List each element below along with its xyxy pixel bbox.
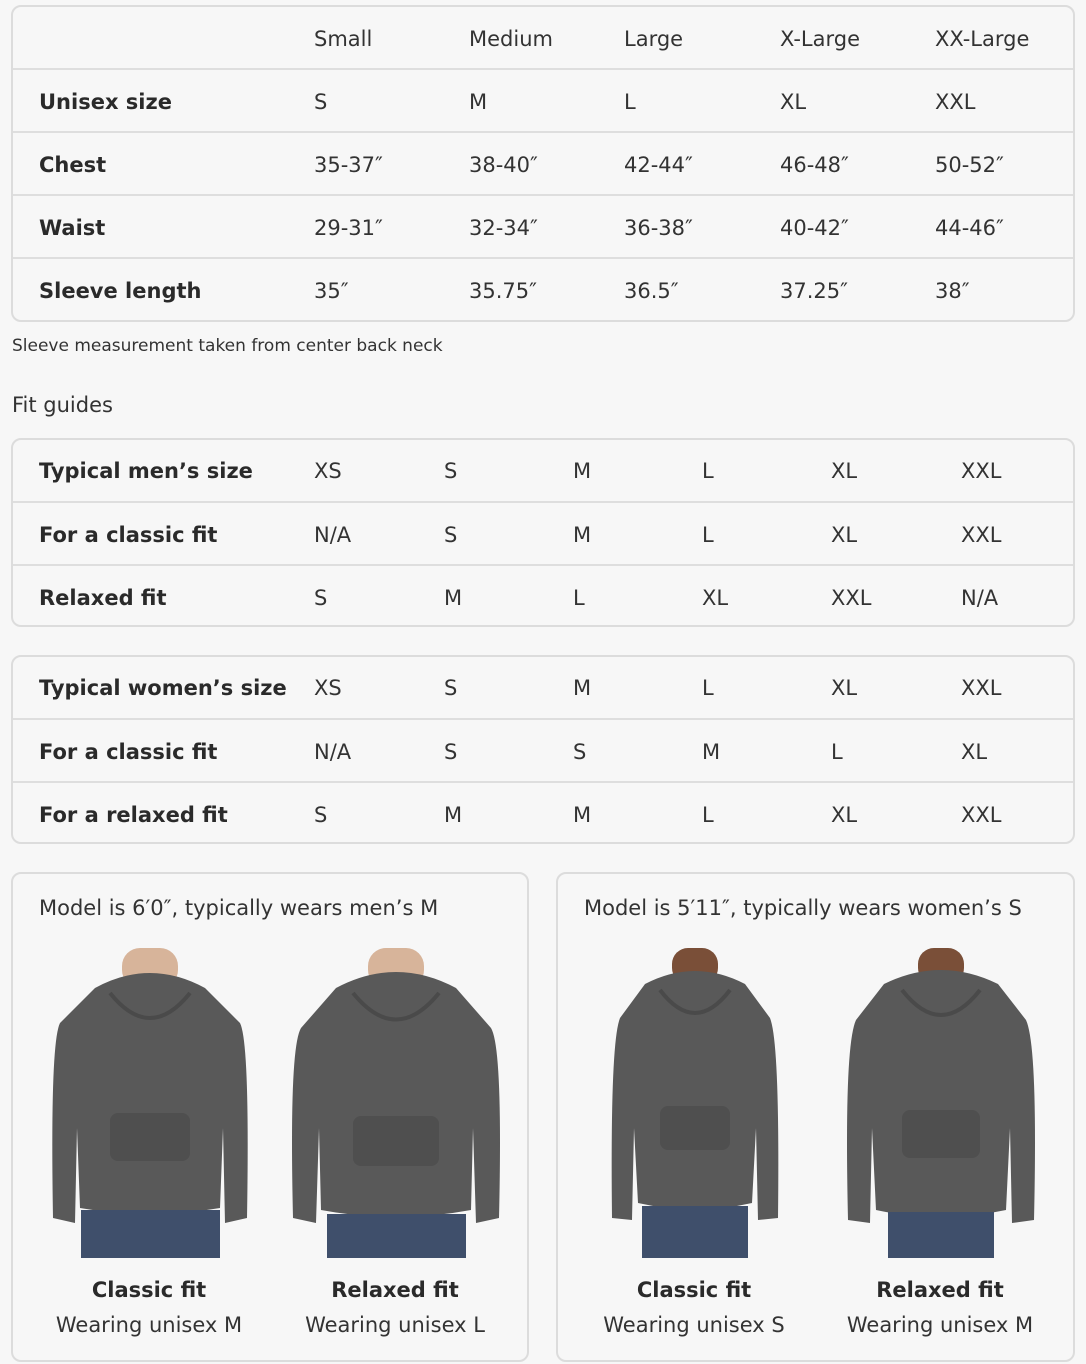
size-row-waist <box>13 194 1073 259</box>
men-classic-fit-subtitle: Wearing unisex M <box>55 1313 243 1337</box>
header-large: Large <box>624 26 684 51</box>
fit-cell: M <box>573 458 592 483</box>
fit-cell: L <box>702 802 714 827</box>
size-cell: 36-38″ <box>624 215 693 240</box>
hoodie-shape <box>52 973 247 1223</box>
men-relaxed-fit-subtitle: Wearing unisex L <box>305 1313 485 1337</box>
model-jeans <box>327 1214 466 1258</box>
row-label: Unisex size <box>39 89 172 114</box>
fit-cell: L <box>573 585 585 610</box>
women-model-card <box>556 872 1075 1362</box>
men-classic-fit-photo <box>35 948 265 1258</box>
fit-cell: N/A <box>961 585 999 610</box>
size-chart-table <box>11 5 1075 322</box>
women-model-caption: Model is 5′11″, typically wears women’s S <box>584 896 1022 920</box>
row-label: For a relaxed fit <box>39 802 228 827</box>
size-cell: 32-34″ <box>469 215 538 240</box>
women-relaxed-fit-title: Relaxed fit <box>876 1278 1004 1302</box>
fit-cell: XL <box>961 739 988 764</box>
women-row-relaxed <box>13 781 1073 844</box>
fit-cell: M <box>702 739 721 764</box>
size-cell: XXL <box>935 89 976 114</box>
women-relaxed-fit-subtitle: Wearing unisex M <box>846 1313 1034 1337</box>
fit-cell: L <box>702 458 714 483</box>
size-cell: 44-46″ <box>935 215 1004 240</box>
hoodie-shape <box>847 970 1035 1223</box>
fit-cell: XXL <box>831 585 872 610</box>
size-chart-header-row <box>13 7 1073 70</box>
size-cell: L <box>624 89 636 114</box>
fit-cell: L <box>702 522 714 547</box>
hoodie-pocket <box>110 1113 190 1161</box>
size-cell: 36.5″ <box>624 278 679 303</box>
row-label: Waist <box>39 215 106 240</box>
size-cell: 38″ <box>935 278 970 303</box>
fit-cell: S <box>444 675 458 700</box>
header-small: Small <box>314 26 373 51</box>
row-label: Relaxed fit <box>39 585 167 610</box>
hoodie-pocket <box>660 1106 730 1150</box>
fit-cell: M <box>573 802 592 827</box>
size-cell: 35″ <box>314 278 349 303</box>
sleeve-note: Sleeve measurement taken from center back neck <box>12 336 443 356</box>
fit-cell: XL <box>831 802 858 827</box>
women-row-typical <box>13 657 1073 718</box>
size-cell: 35-37″ <box>314 152 383 177</box>
women-row-classic <box>13 718 1073 783</box>
fit-cell: S <box>444 458 458 483</box>
size-row-sleeve <box>13 257 1073 322</box>
fit-cell: S <box>314 585 328 610</box>
size-cell: 29-31″ <box>314 215 383 240</box>
hoodie-shape <box>292 972 500 1223</box>
fit-cell: M <box>573 522 592 547</box>
size-cell: 38-40″ <box>469 152 538 177</box>
men-row-relaxed <box>13 564 1073 627</box>
women-fit-guide-table <box>11 655 1075 844</box>
men-relaxed-fit-title: Relaxed fit <box>331 1278 459 1302</box>
men-model-caption: Model is 6′0″, typically wears men’s M <box>39 896 439 920</box>
row-label: Typical women’s size <box>39 675 287 700</box>
women-classic-fit-title: Classic fit <box>636 1278 752 1302</box>
women-classic-fit-photo <box>580 948 810 1258</box>
size-cell: 42-44″ <box>624 152 693 177</box>
men-row-typical <box>13 440 1073 501</box>
fit-cell: L <box>702 675 714 700</box>
fit-cell: XXL <box>961 522 1002 547</box>
header-medium: Medium <box>469 26 553 51</box>
size-cell: S <box>314 89 328 114</box>
fit-cell: M <box>444 585 463 610</box>
fit-cell: S <box>444 739 458 764</box>
model-jeans <box>888 1212 994 1258</box>
fit-cell: XXL <box>961 675 1002 700</box>
hoodie-pocket <box>902 1110 980 1158</box>
men-row-classic <box>13 501 1073 566</box>
row-label: For a classic fit <box>39 739 218 764</box>
row-label: Sleeve length <box>39 278 202 303</box>
men-relaxed-fit-photo <box>281 948 511 1258</box>
men-fit-guide-table <box>11 438 1075 627</box>
fit-cell: XL <box>831 522 858 547</box>
fit-cell: N/A <box>314 522 352 547</box>
hoodie-shape <box>612 971 779 1220</box>
size-cell: XL <box>780 89 807 114</box>
header-xx-large: XX-Large <box>935 26 1030 51</box>
women-classic-fit-subtitle: Wearing unisex S <box>603 1313 785 1337</box>
size-cell: 50-52″ <box>935 152 1004 177</box>
fit-cell: XXL <box>961 458 1002 483</box>
model-jeans <box>81 1210 220 1258</box>
fit-cell: XL <box>702 585 729 610</box>
fit-cell: XL <box>831 458 858 483</box>
men-classic-fit-title: Classic fit <box>91 1278 207 1302</box>
size-row-chest <box>13 131 1073 196</box>
men-model-card <box>11 872 529 1362</box>
size-cell: M <box>469 89 488 114</box>
size-row-unisex <box>13 68 1073 133</box>
fit-cell: S <box>444 522 458 547</box>
fit-cell: M <box>573 675 592 700</box>
header-x-large: X-Large <box>780 26 861 51</box>
fit-cell: S <box>573 739 587 764</box>
fit-cell: M <box>444 802 463 827</box>
fit-cell: S <box>314 802 328 827</box>
hoodie-pocket <box>353 1116 439 1166</box>
size-cell: 40-42″ <box>780 215 849 240</box>
fit-cell: L <box>831 739 843 764</box>
fit-cell: XL <box>831 675 858 700</box>
women-relaxed-fit-photo <box>826 948 1056 1258</box>
row-label: Typical men’s size <box>39 458 253 483</box>
fit-cell: N/A <box>314 739 352 764</box>
size-cell: 46-48″ <box>780 152 849 177</box>
fit-guides-title: Fit guides <box>12 393 113 417</box>
row-label: Chest <box>39 152 107 177</box>
fit-cell: XS <box>314 458 342 483</box>
fit-cell: XS <box>314 675 342 700</box>
size-cell: 35.75″ <box>469 278 537 303</box>
row-label: For a classic fit <box>39 522 218 547</box>
fit-cell: XXL <box>961 802 1002 827</box>
model-jeans <box>642 1206 748 1258</box>
size-cell: 37.25″ <box>780 278 848 303</box>
